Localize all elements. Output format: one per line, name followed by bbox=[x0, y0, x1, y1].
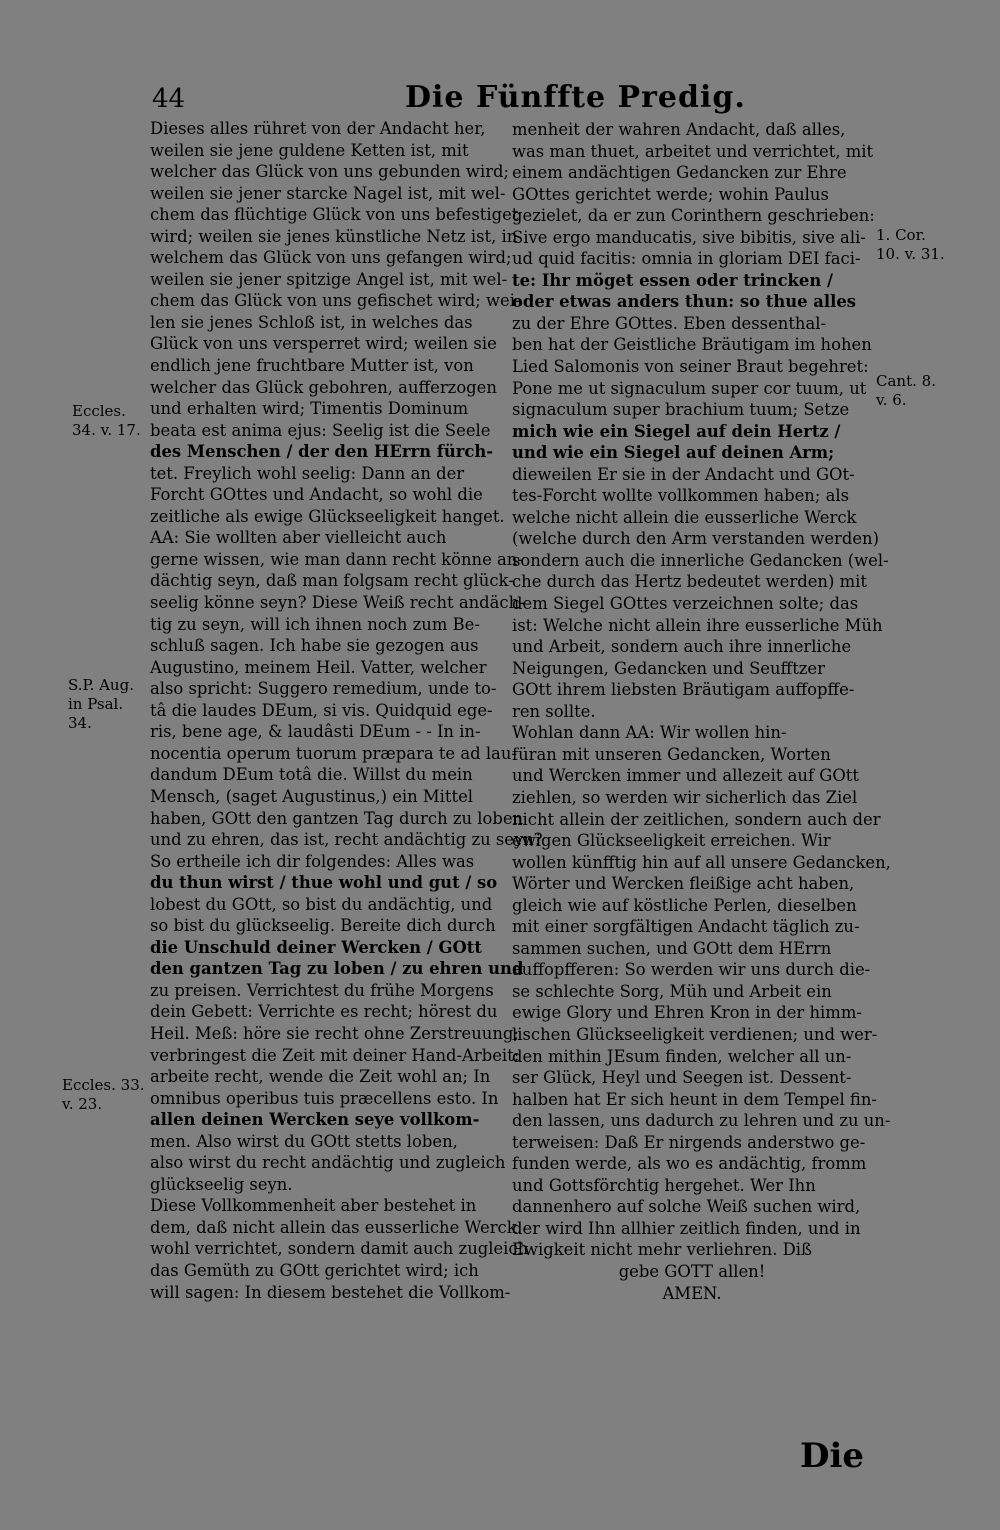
text-line: nicht allein der zeitlichen, sondern auch der bbox=[512, 809, 881, 829]
right-text-column bbox=[512, 119, 891, 1304]
text-line: Forcht GOttes und Andacht, so wohl die bbox=[150, 485, 483, 505]
text-line: chem das flüchtige Glück von uns befestiget bbox=[150, 205, 519, 225]
text-line: nocentia operum tuorum præpara te ad lau- bbox=[150, 743, 517, 763]
running-title: Die Fünffte Predig. bbox=[405, 80, 746, 115]
text-line: die Unschuld deiner Wercken / GOtt bbox=[150, 937, 482, 957]
margin-note-line: Cant. 8. bbox=[876, 372, 936, 390]
margin-note-cor-10 bbox=[876, 226, 945, 264]
text-line: Wörter und Wercken fleißige acht haben, bbox=[512, 874, 855, 894]
text-line: zu preisen. Verrichtest du frühe Morgens bbox=[150, 980, 494, 1000]
margin-note-line: v. 6. bbox=[876, 391, 907, 409]
text-line: (welche durch den Arm verstanden werden) bbox=[512, 529, 880, 549]
text-line: Sive ergo manducatis, sive bibitis, sive ali- bbox=[512, 227, 866, 247]
text-line: das Gemüth zu GOtt gerichtet wird; ich bbox=[150, 1260, 479, 1280]
margin-note-line: 1. Cor. bbox=[876, 226, 926, 244]
text-line: omnibus operibus tuis præcellens esto. In bbox=[150, 1088, 499, 1108]
closing-line: gebe GOTT allen! bbox=[618, 1261, 766, 1281]
text-line: haben, GOtt den gantzen Tag durch zu loben bbox=[150, 808, 524, 828]
text-line: funden werde, als wo es andächtig, fromm bbox=[512, 1154, 867, 1174]
text-line: dannenhero auf solche Weiß suchen wird, bbox=[512, 1197, 861, 1217]
text-line: sondern auch die innerliche Gedancken (wel- bbox=[512, 550, 889, 570]
amen-line: AMEN. bbox=[662, 1283, 722, 1303]
margin-note-line: in Psal. bbox=[68, 695, 124, 713]
text-line: du thun wirst / thue wohl und gut / so bbox=[150, 873, 498, 893]
text-line: weilen sie jener spitzige Angel ist, mit wel- bbox=[150, 269, 508, 289]
text-line: und Arbeit, sondern auch ihre innerliche bbox=[512, 637, 852, 657]
text-line: dieweilen Er sie in der Andacht und GOt- bbox=[512, 464, 855, 484]
text-line: seelig könne seyn? Diese Weiß recht andäch- bbox=[150, 593, 525, 613]
text-line: zu der Ehre GOttes. Eben dessenthal- bbox=[512, 313, 827, 333]
text-line: verbringest die Zeit mit deiner Hand-Arbeit: bbox=[150, 1045, 520, 1065]
text-line: welcher das Glück von uns gebunden wird; bbox=[150, 162, 510, 182]
text-line: dächtig seyn, daß man folgsam recht glück- bbox=[150, 571, 514, 591]
text-line: ud quid facitis: omnia in gloriam DEI faci- bbox=[512, 249, 861, 269]
text-line: der wird Ihn allhier zeitlich finden, und in bbox=[512, 1218, 861, 1238]
text-line: terweisen: Daß Er nirgends anderstwo ge- bbox=[512, 1132, 866, 1152]
text-line: tig zu seyn, will ich ihnen noch zum Be- bbox=[150, 614, 480, 634]
text-line: den gantzen Tag zu loben / zu ehren und bbox=[150, 959, 524, 979]
text-line: den lassen, uns dadurch zu lehren und zu un- bbox=[512, 1111, 891, 1131]
text-line: dein Gebett: Verrichte es recht; hörest du bbox=[150, 1002, 498, 1022]
text-line: che durch das Hertz bedeutet werden) mit bbox=[512, 572, 867, 592]
margin-note-line: 34. v. 17. bbox=[72, 421, 141, 439]
text-line: des Menschen / der den HErrn fürch- bbox=[150, 442, 494, 462]
page-number: 44 bbox=[152, 84, 186, 114]
text-line: ziehlen, so werden wir sicherlich das Ziel bbox=[512, 787, 858, 807]
text-line: einem andächtigen Gedancken zur Ehre bbox=[512, 163, 847, 183]
text-line: dandum DEum totâ die. Willst du mein bbox=[150, 765, 473, 785]
text-line: ewige Glory und Ehren Kron in der himm- bbox=[512, 1003, 862, 1023]
text-line: se schlechte Sorg, Müh und Arbeit ein bbox=[512, 981, 832, 1001]
text-line: und Gottsförchtig hergehet. Wer Ihn bbox=[512, 1175, 816, 1195]
text-line: ris, bene age, & laudâsti DEum - - In in- bbox=[150, 722, 481, 742]
text-line: ren sollte. bbox=[512, 701, 596, 721]
text-line: weilen sie jene guldene Ketten ist, mit bbox=[150, 140, 469, 160]
text-line: will sagen: In diesem bestehet die Vollkom- bbox=[150, 1282, 511, 1302]
text-line: Lied Salomonis von seiner Braut begehret: bbox=[512, 357, 869, 377]
text-line: gezielet, da er zun Corinthern geschrieben: bbox=[512, 206, 875, 226]
margin-note-line: v. 23. bbox=[62, 1095, 103, 1113]
text-line: und Wercken immer und allezeit auf GOtt bbox=[512, 766, 859, 786]
text-line: Glück von uns versperret wird; weilen sie bbox=[150, 334, 497, 354]
text-line: wohl verrichtet, sondern damit auch zugleich bbox=[150, 1239, 529, 1259]
text-line: Augustino, meinem Heil. Vatter, welcher bbox=[150, 657, 487, 677]
text-line: AA: Sie wollten aber vielleicht auch bbox=[150, 528, 447, 548]
margin-note-eccles-33 bbox=[62, 1076, 145, 1114]
text-line: GOtt ihrem liebsten Bräutigam auffopffe- bbox=[512, 680, 855, 700]
text-line: gerne wissen, wie man dann recht könne an- bbox=[150, 549, 523, 569]
text-line: dem, daß nicht allein das eusserliche Werck bbox=[150, 1217, 517, 1237]
text-line: schluß sagen. Ich habe sie gezogen aus bbox=[150, 636, 479, 656]
text-line: ewigen Glückseeligkeit erreichen. Wir bbox=[512, 831, 831, 851]
text-line: und zu ehren, das ist, recht andächtig zu seyn? bbox=[150, 830, 543, 850]
text-line: Mensch, (saget Augustinus,) ein Mittel bbox=[150, 786, 474, 806]
text-line: lischen Glückseeligkeit verdienen; und wer- bbox=[512, 1024, 878, 1044]
text-line: endlich jene fruchtbare Mutter ist, von bbox=[150, 356, 474, 376]
text-line: Dieses alles rühret von der Andacht her, bbox=[150, 119, 486, 138]
text-line: tâ die laudes DEum, si vis. Quidquid ege- bbox=[150, 700, 493, 720]
text-line: also wirst du recht andächtig und zugleich bbox=[150, 1153, 506, 1173]
text-line: den mithin JEsum finden, welcher all un- bbox=[512, 1046, 852, 1066]
margin-note-line: Eccles. bbox=[72, 402, 126, 420]
left-text-column bbox=[150, 118, 543, 1303]
text-line: zeitliche als ewige Glückseeligkeit hanget. bbox=[150, 506, 505, 526]
text-line: wollen künfftig hin auf all unsere Gedancken, bbox=[512, 852, 891, 872]
text-line: oder etwas anders thun: so thue alles bbox=[512, 292, 857, 312]
text-line: wird; weilen sie jenes künstliche Netz ist, in bbox=[150, 226, 518, 246]
margin-note-line: 10. v. 31. bbox=[876, 245, 945, 263]
text-line: signaculum super brachium tuum; Setze bbox=[512, 400, 850, 420]
text-line: beata est anima ejus: Seelig ist die Seele bbox=[150, 420, 491, 440]
text-line: welchem das Glück von uns gefangen wird; bbox=[150, 248, 512, 268]
margin-note-cant-8 bbox=[876, 372, 936, 410]
text-line: füran mit unseren Gedancken, Worten bbox=[512, 744, 831, 764]
text-line: tes-Forcht wollte vollkommen haben; als bbox=[512, 486, 850, 506]
text-line: welcher das Glück gebohren, aufferzogen bbox=[150, 377, 497, 397]
text-line: menheit der wahren Andacht, daß alles, bbox=[512, 120, 846, 139]
text-line: gleich wie auf köstliche Perlen, dieselben bbox=[512, 895, 857, 915]
text-line: Neigungen, Gedancken und Seufftzer bbox=[512, 658, 825, 678]
text-line: So ertheile ich dir folgendes: Alles was bbox=[150, 851, 475, 871]
text-line: arbeite recht, wende die Zeit wohl an; In bbox=[150, 1067, 491, 1087]
text-line: also spricht: Suggero remedium, unde to- bbox=[150, 679, 497, 699]
margin-note-line: Eccles. 33. bbox=[62, 1076, 145, 1094]
text-line: weilen sie jener starcke Nagel ist, mit wel- bbox=[150, 183, 506, 203]
text-line: te: Ihr möget essen oder trincken / bbox=[512, 270, 833, 290]
text-line: lobest du GOtt, so bist du andächtig, und bbox=[150, 894, 493, 914]
text-line: sammen suchen, und GOtt dem HErrn bbox=[512, 938, 832, 958]
text-line: GOttes gerichtet werde; wohin Paulus bbox=[512, 184, 829, 204]
text-line: chem das Glück von uns gefischet wird; wei- bbox=[150, 291, 521, 311]
text-line: halben hat Er sich heunt in dem Tempel fin- bbox=[512, 1089, 877, 1109]
text-line: was man thuet, arbeitet und verrichtet, mit bbox=[512, 141, 874, 161]
text-line: dem Siegel GOttes verzeichnen solte; das bbox=[512, 594, 859, 614]
margin-note-eccles-34 bbox=[72, 402, 141, 440]
text-line: Diese Vollkommenheit aber bestehet in bbox=[150, 1196, 477, 1216]
text-line: und wie ein Siegel auf deinen Arm; bbox=[512, 443, 835, 463]
catchword: Die bbox=[800, 1436, 865, 1476]
margin-note-line: S.P. Aug. bbox=[68, 676, 134, 694]
text-line: mit einer sorgfältigen Andacht täglich zu- bbox=[512, 917, 860, 937]
text-line: Ewigkeit nicht mehr verliehren. Diß bbox=[512, 1240, 812, 1260]
margin-note-aug-psal bbox=[68, 676, 134, 733]
text-line: Pone me ut signaculum super cor tuum, ut bbox=[512, 378, 867, 398]
text-line: so bist du glückseelig. Bereite dich durch bbox=[150, 916, 496, 936]
text-line: Heil. Meß: höre sie recht ohne Zerstreuung; bbox=[150, 1023, 519, 1043]
text-line: welche nicht allein die eusserliche Werck bbox=[512, 507, 857, 527]
text-line: auffopfferen: So werden wir uns durch die- bbox=[512, 960, 871, 980]
text-line: allen deinen Wercken seye vollkom- bbox=[150, 1110, 480, 1130]
text-line: glückseelig seyn. bbox=[150, 1174, 293, 1194]
margin-note-line: 34. bbox=[68, 714, 92, 732]
text-line: ser Glück, Heyl und Seegen ist. Dessent- bbox=[512, 1068, 852, 1088]
text-line: Wohlan dann AA: Wir wollen hin- bbox=[512, 723, 787, 743]
text-line: und erhalten wird; Timentis Dominum bbox=[150, 399, 469, 419]
text-line: mich wie ein Siegel auf dein Hertz / bbox=[512, 421, 841, 441]
text-line: ist: Welche nicht allein ihre eusserliche Müh bbox=[512, 615, 883, 635]
text-line: tet. Freylich wohl seelig: Dann an der bbox=[150, 463, 465, 483]
text-line: len sie jenes Schloß ist, in welches das bbox=[150, 312, 473, 332]
text-line: men. Also wirst du GOtt stetts loben, bbox=[150, 1131, 458, 1151]
text-line: ben hat der Geistliche Bräutigam im hohen bbox=[512, 335, 872, 355]
